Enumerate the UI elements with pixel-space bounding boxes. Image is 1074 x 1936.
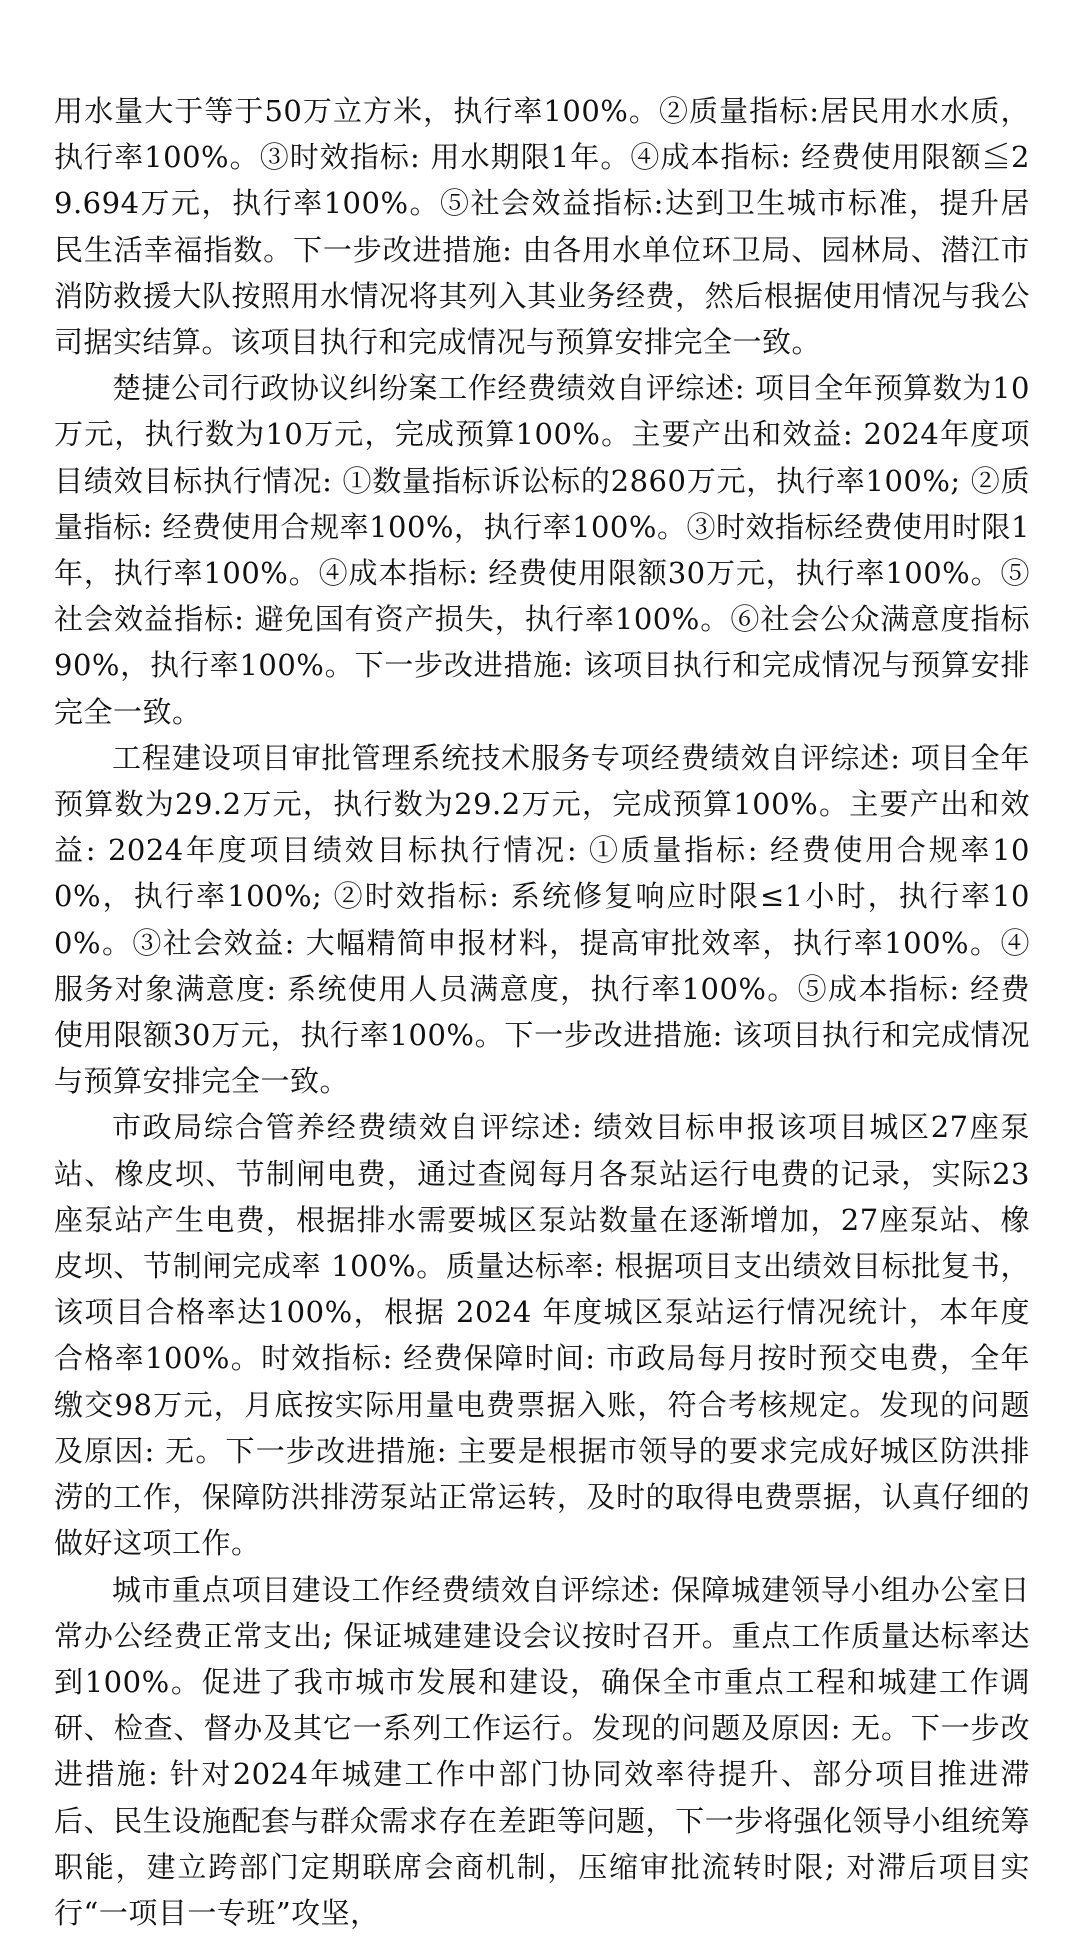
paragraph-approval-system-funds: 工程建设项目审批管理系统技术服务专项经费绩效自评综述: 项目全年预算数为29.2万元，执行数为29.2万元，完成预算100%。主要产出和效益: 2024年度项目绩效目标执行情况: ①质量指标: 经费使用合规率100%，执行率100%; ②时效指标: 系统修复响应时限≤1小时，执行率100%。③社会效益: 大幅精简申报材料，提高审批效率，执行率100%。④服务对象满意度: 系统使用人员满意度，执行率100%。⑤成本指标: 经费使用限额30万元，执行率100%。下一步改进措施: 该项目执行和完成情况与预算安排完全一致。 — [54, 735, 1030, 1105]
paragraph-municipal-maintenance-funds: 市政局综合管养经费绩效自评综述: 绩效目标申报该项目城区27座泵站、橡皮坝、节制闸电费，通过查阅每月各泵站运行电费的记录，实际23座泵站产生电费，根据排水需要城区泵站数量在逐渐增加，27座泵站、橡皮坝、节制闸完成率 100%。质量达标率: 根据项目支出绩效目标批复书，该项目合格率达100%，根据 2024 年度城区泵站运行情况统计，本年度合格率100%。时效指标: 经费保障时间: 市政局每月按时预交电费，全年缴交98万元，月底按实际用量电费票据入账，符合考核规定。发现的问题及原因: 无。下一步改进措施: 主要是根据市领导的要求完成好城区防洪排涝的工作，保障防洪排涝泵站正常运转，及时的取得电费票据，认真仔细的做好这项工作。 — [54, 1104, 1030, 1566]
paragraph-water-usage: 用水量大于等于50万立方米，执行率100%。②质量指标:居民用水水质，执行率100%。③时效指标: 用水期限1年。④成本指标: 经费使用限额≦29.694万元，执行率100%。⑤社会效益指标:达到卫生城市标准，提升居民生活幸福指数。下一步改进措施: 由各用水单位环卫局、园林局、潜江市消防救援大队按照用水情况将其列入其业务经费，然后根据使用情况与我公司据实结算。该项目执行和完成情况与预算安排完全一致。 — [54, 88, 1030, 365]
paragraph-key-projects-funds: 城市重点项目建设工作经费绩效自评综述: 保障城建领导小组办公室日常办公经费正常支出; 保证城建建设会议按时召开。重点工作质量达标率达到100%。促进了我市城市发展和建设，确保全市重点工程和城建工作调研、检查、督办及其它一系列工作运行。发现的问题及原因: 无。下一步改进措施: 针对2024年城建工作中部门协同效率待提升、部分项目推进滞后、民生设施配套与群众需求存在差距等问题，下一步将强化领导小组统筹职能，建立跨部门定期联席会商机制，压缩审批流转时限; 对滞后项目实行“一项目一专班”攻坚， — [54, 1567, 1030, 1936]
document-page — [54, 88, 1030, 1936]
paragraph-chujie-dispute-funds: 楚捷公司行政协议纠纷案工作经费绩效自评综述: 项目全年预算数为10万元，执行数为10万元，完成预算100%。主要产出和效益: 2024年度项目绩效目标执行情况: ①数量指标诉讼标的2860万元，执行率100%; ②质量指标: 经费使用合规率100%，执行率100%。③时效指标经费使用时限1年，执行率100%。④成本指标: 经费使用限额30万元，执行率100%。⑤社会效益指标: 避免国有资产损失，执行率100%。⑥社会公众满意度指标90%，执行率100%。下一步改进措施: 该项目执行和完成情况与预算安排完全一致。 — [54, 365, 1030, 735]
